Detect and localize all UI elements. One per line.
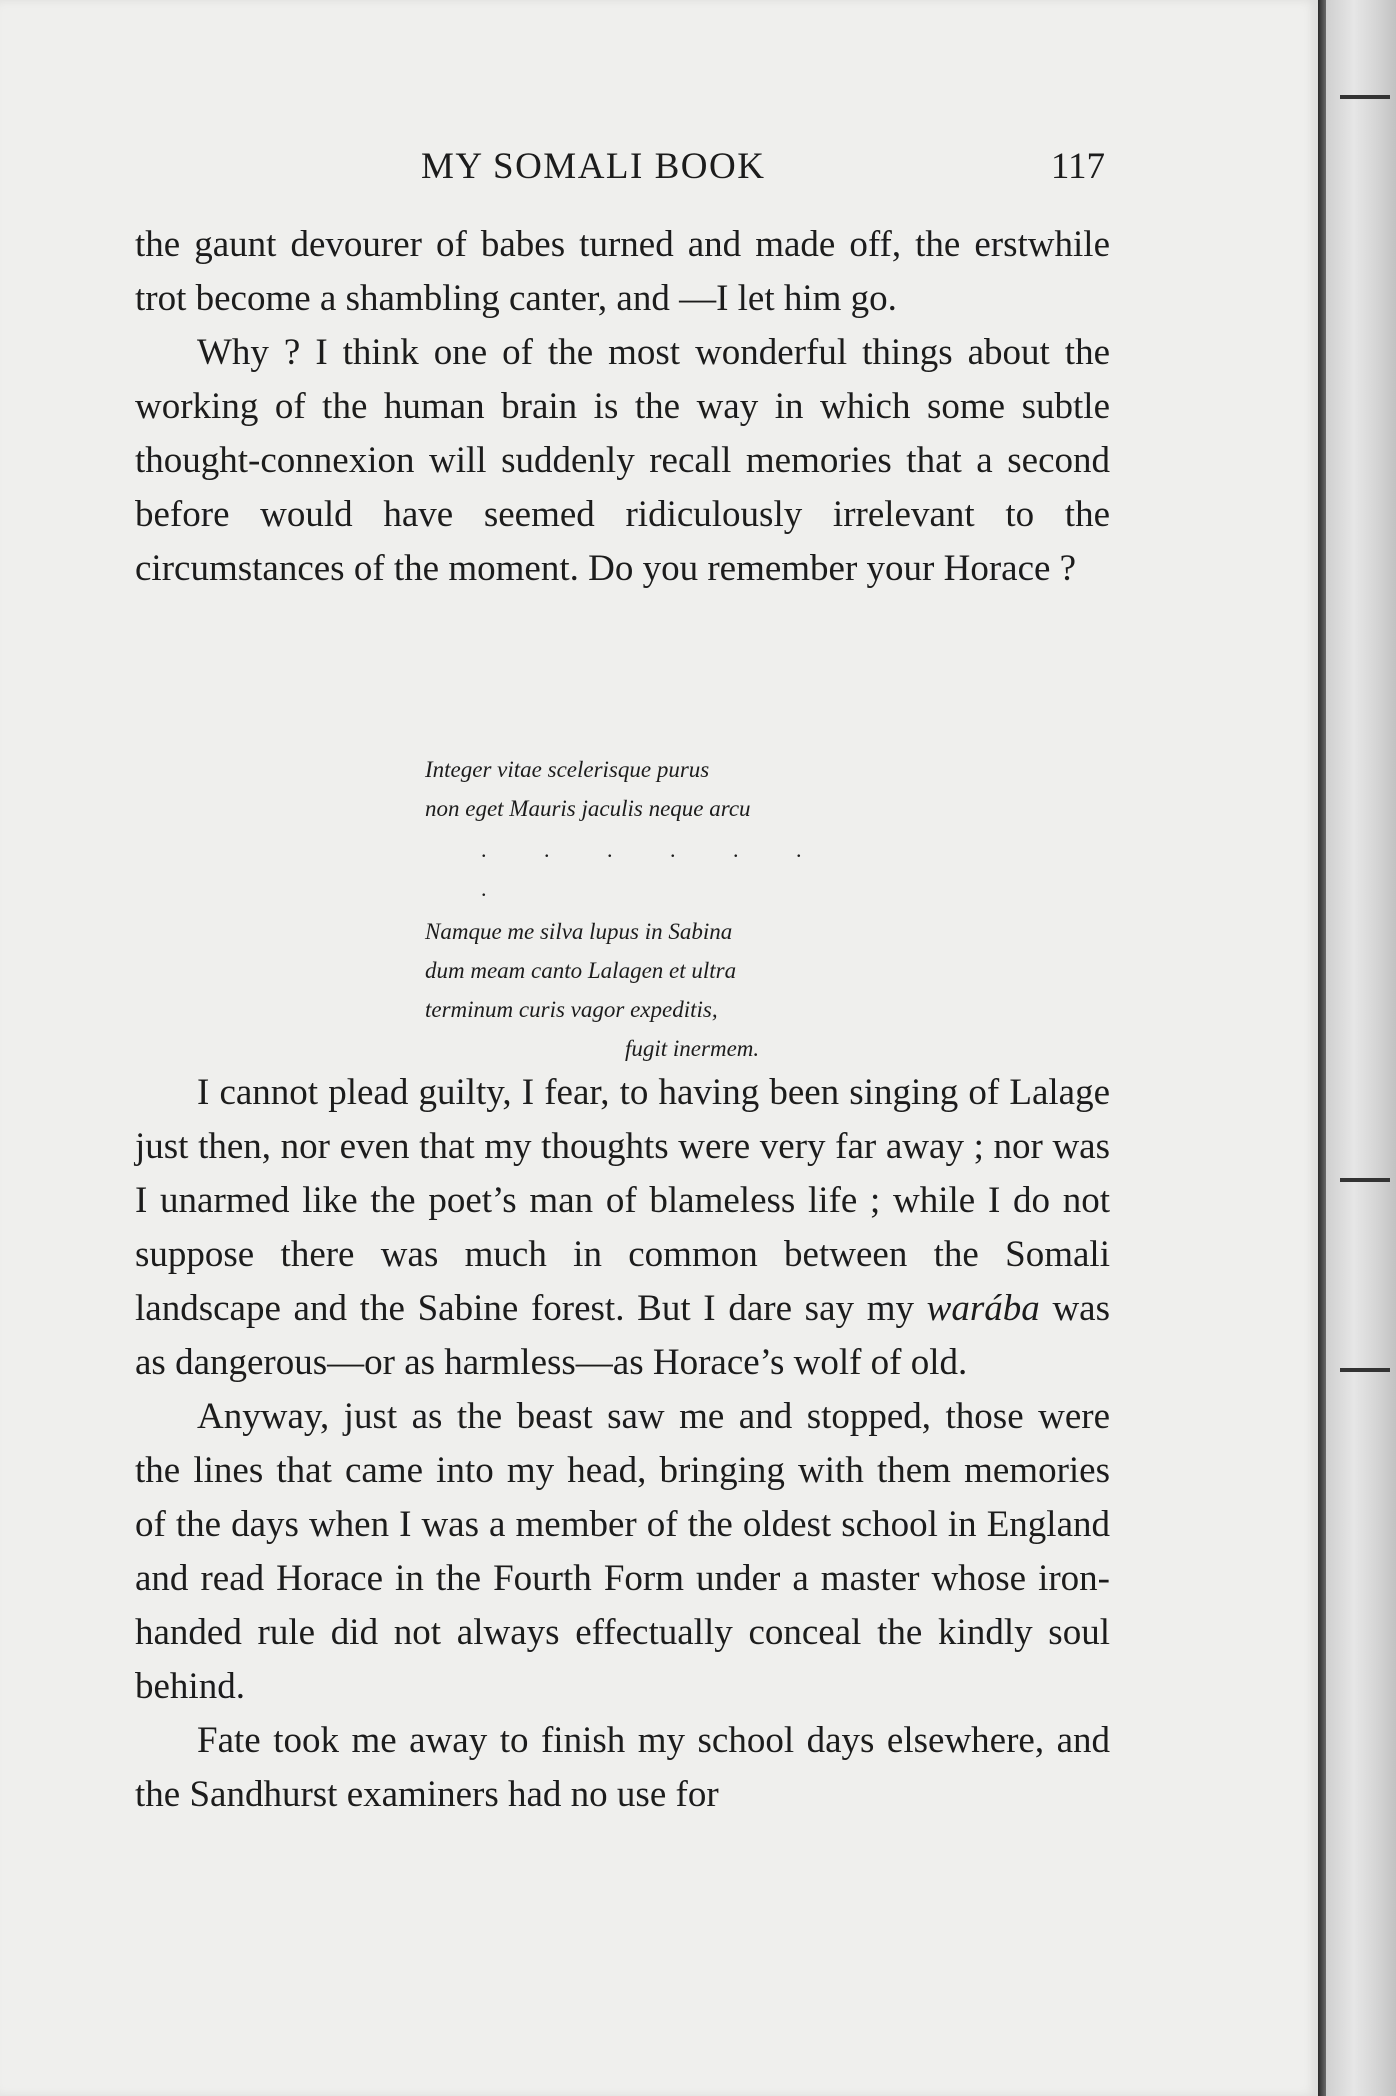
edge-mark [1340,1368,1390,1372]
paragraph-text: was as dangerous—or as harmless—as Horace’s wolf of old. [135,1288,1110,1383]
paragraph-fate: Fate took me away to finish my school days elsewhere, and the Sandhurst examiners had no use for [135,1720,1110,1815]
edge-mark [1340,95,1390,99]
book-gutter [1318,0,1326,2096]
quote-line-final: fugit inermem. [625,1036,760,1061]
page-number: 117 [1050,146,1105,187]
quote-line: Integer vitae scelerisque purus [425,757,710,782]
quote-line: Namque me silva lupus in Sabina [425,919,733,944]
paragraph-text: I cannot plead guilty, I fear, to having been singing of Lalage just then, nor even that my thoughts were very far away ; nor was I unarmed like the poet’s man of blameless life ; while I do not suppose there was much in common between the Somali landscape and the Sabine forest. But I dare say my [135,1072,1110,1329]
body-text-top [135,218,1110,596]
quote-line: dum meam canto Lalagen et ultra [425,958,737,983]
quote-line: terminum curis vagor expeditis, [425,997,718,1022]
paragraph-lalage [135,1066,1110,1390]
running-title: MY SOMALI BOOK [421,146,766,187]
quote-ellipsis: . . . . . . . [481,837,828,901]
latin-quotation [425,750,845,1068]
paragraph-anyway: Anyway, just as the beast saw me and stopped, those were the lines that came into my head, bringing with them memories of the days when I was a member of the oldest school in England and read Horace in the Fourth Form under a master whose iron-handed rule did not always effectually conceal the kindly soul behind. [135,1396,1110,1707]
italic-word: warába [926,1288,1040,1329]
paragraph-continued: the gaunt devourer of babes turned and made off, the erstwhile trot become a shambling canter, and —I let him go. [135,224,1110,319]
edge-mark [1340,1178,1390,1182]
body-text-bottom [135,1066,1110,1822]
paragraph-horace-question: Why ? I think one of the most wonderful things about the working of the human brain is the way in which some subtle thought-connexion will suddenly recall memories that a second before would have seemed ridiculously irrelevant to the circumstances of the moment. Do you remember your Horace ? [135,332,1110,589]
page-header [135,145,1105,195]
page-edge [1326,0,1396,2096]
quote-line: non eget Mauris jaculis neque arcu [425,796,751,821]
